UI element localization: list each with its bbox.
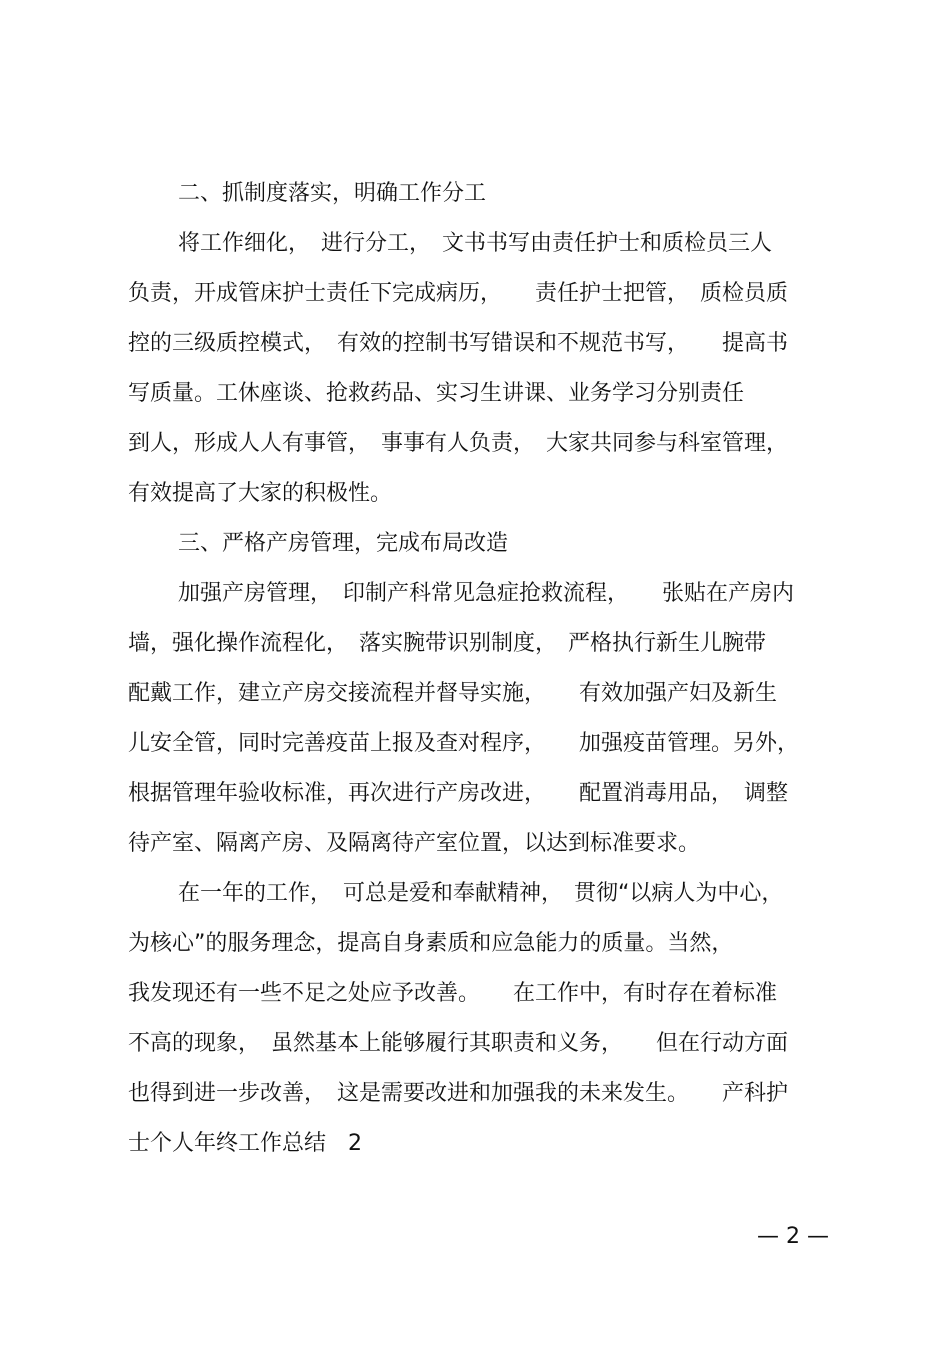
paragraph-line: 待产室、隔离产房、及隔离待产室位置，以达到标准要求。 <box>128 831 701 856</box>
section-heading-3: 三、严格产房管理，完成布局改造 <box>178 531 509 556</box>
paragraph-line: 根据管理年验收标准，再次进行产房改进， 配置消毒用品， 调整 <box>128 781 789 806</box>
paragraph-line: 不高的现象， 虽然基本上能够履行其职责和义务， 但在行动方面 <box>128 1031 789 1056</box>
page-number: — 2 — <box>757 1224 829 1249</box>
paragraph-line: 负责，开成管床护士责任下完成病历， 责任护士把管， 质检员质 <box>128 281 789 306</box>
paragraph-line: 到人，形成人人有事管， 事事有人负责， 大家共同参与科室管理， <box>128 431 789 456</box>
paragraph-line: 士个人年终工作总结 2 <box>128 1131 362 1156</box>
paragraph-line: 加强产房管理， 印制产科常见急症抢救流程， 张贴在产房内 <box>178 581 795 606</box>
paragraph-line: 也得到进一步改善， 这是需要改进和加强我的未来发生。 产科护 <box>128 1081 789 1106</box>
paragraph-line: 有效提高了大家的积极性。 <box>128 481 393 506</box>
paragraph-line: 儿安全管，同时完善疫苗上报及查对程序， 加强疫苗管理。另外， <box>128 731 800 756</box>
paragraph-line: 配戴工作，建立产房交接流程并督导实施， 有效加强产妇及新生 <box>128 681 778 706</box>
section-heading-2: 二、抓制度落实，明确工作分工 <box>178 181 487 206</box>
paragraph-line: 将工作细化， 进行分工， 文书书写由责任护士和质检员三人 <box>178 231 773 256</box>
paragraph-line: 写质量。工休座谈、抢救药品、实习生讲课、业务学习分别责任 <box>128 381 745 406</box>
paragraph-line: 控的三级质控模式， 有效的控制书写错误和不规范书写， 提高书 <box>128 331 789 356</box>
paragraph-line: 墙，强化操作流程化， 落实腕带识别制度， 严格执行新生儿腕带 <box>128 631 767 656</box>
paragraph-line: 我发现还有一些不足之处应予改善。 在工作中，有时存在着标准 <box>128 981 778 1006</box>
paragraph-line: 为核心”的服务理念，提高自身素质和应急能力的质量。当然， <box>128 931 734 956</box>
paragraph-line: 在一年的工作， 可总是爱和奉献精神， 贯彻“以病人为中心， <box>178 881 784 906</box>
